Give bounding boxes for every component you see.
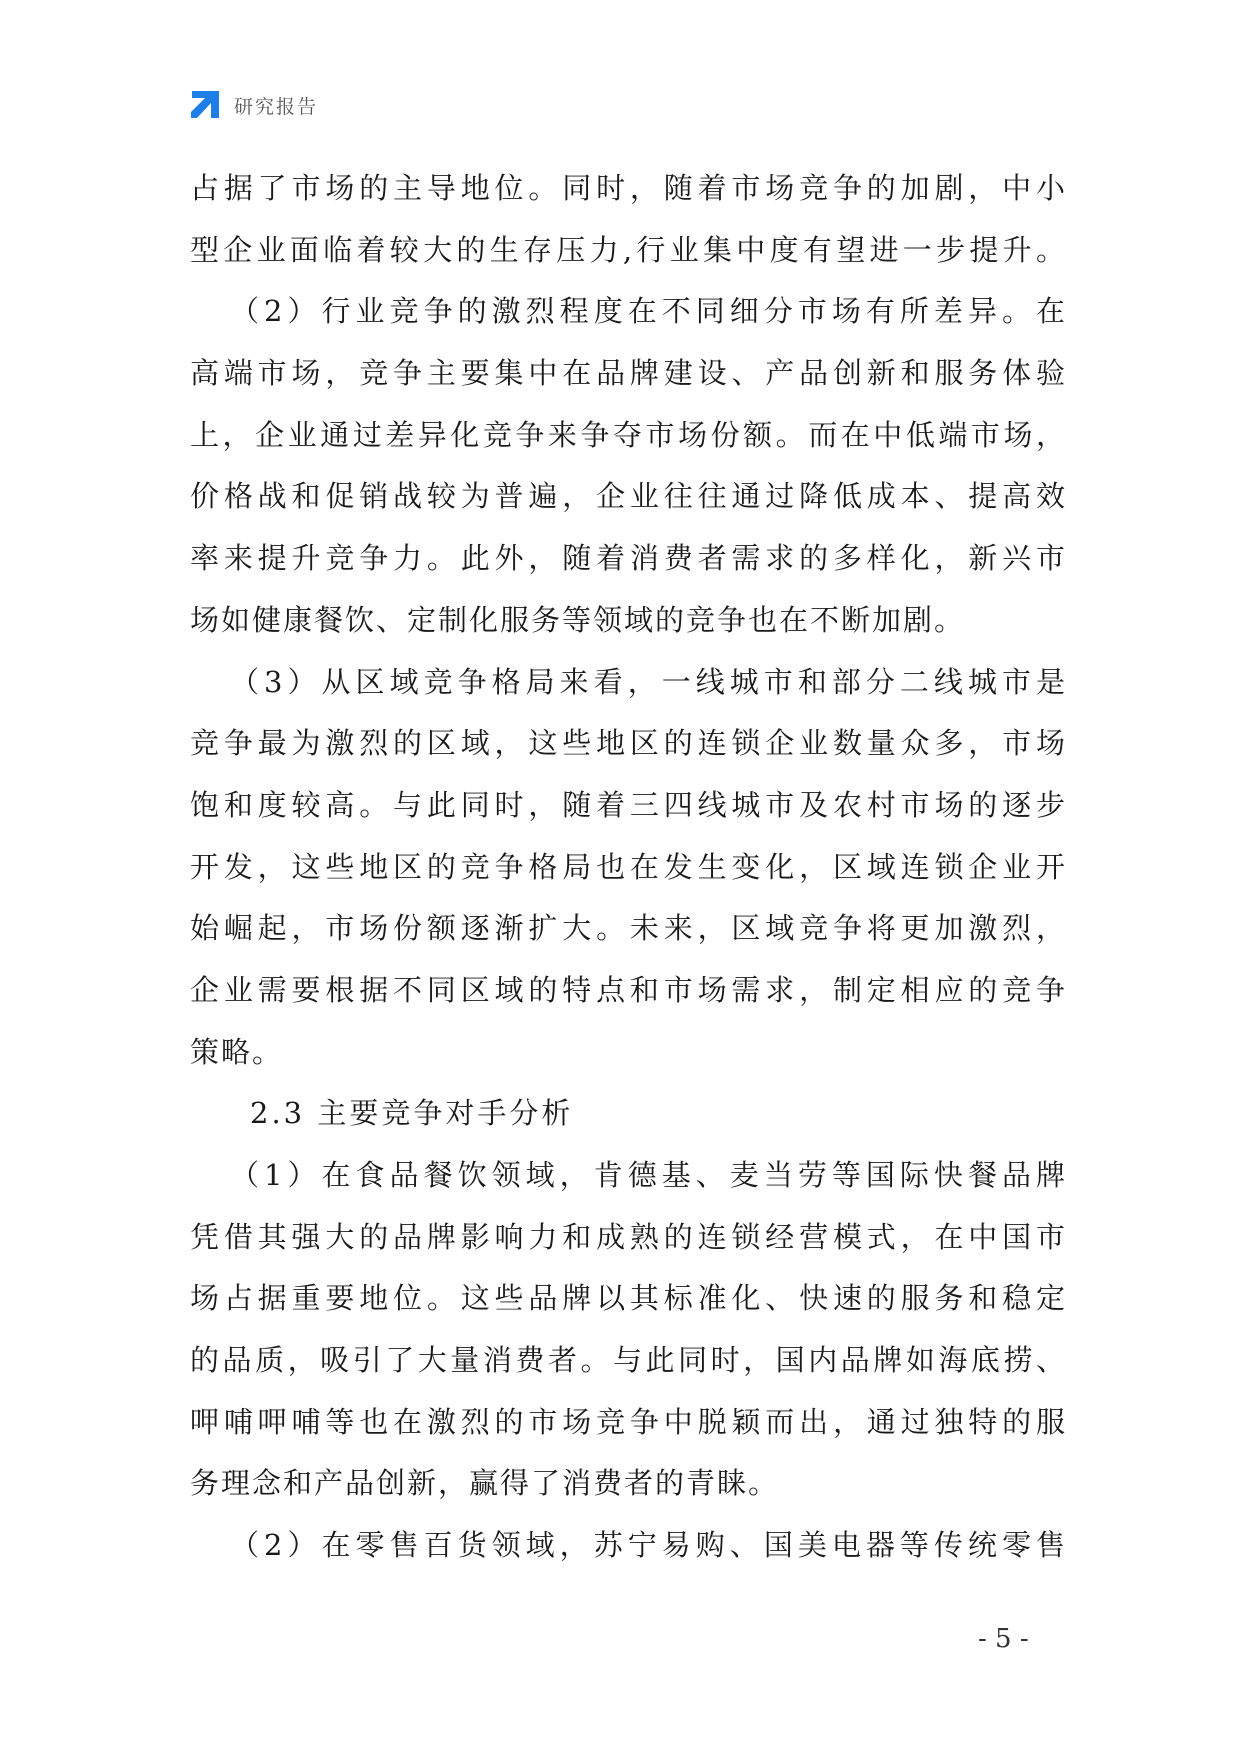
text-line: 务理念和产品创新，赢得了消费者的青睐。 bbox=[190, 1466, 780, 1501]
arrow-up-right-icon bbox=[188, 88, 222, 122]
text-line: 场占据重要地位。这些品牌以其标准化、快速的服务和稳定 bbox=[190, 1281, 1065, 1316]
text-line: 饱和度较高。与此同时，随着三四线城市及农村市场的逐步 bbox=[190, 787, 1065, 822]
text-line: 的品质，吸引了大量消费者。与此同时，国内品牌如海底捞、 bbox=[190, 1343, 1065, 1378]
text-line: 策略。 bbox=[190, 1034, 284, 1069]
text-line: 高端市场，竞争主要集中在品牌建设、产品创新和服务体验 bbox=[190, 356, 1065, 391]
paragraph-first-line: （3）从区域竞争格局来看，一线城市和部分二线城市是 bbox=[230, 664, 1065, 699]
document-body bbox=[190, 158, 1065, 1577]
text-line: 企业需要根据不同区域的特点和市场需求，制定相应的竞争 bbox=[190, 972, 1065, 1007]
text-line: 上，企业通过差异化竞争来争夺市场份额。而在中低端市场， bbox=[190, 417, 1065, 452]
page-header bbox=[188, 88, 318, 122]
paragraph-first-line: （1）在食品餐饮领域，肯德基、麦当劳等国际快餐品牌 bbox=[230, 1158, 1065, 1192]
text-line: 占据了市场的主导地位。同时，随着市场竞争的加剧，中小 bbox=[190, 171, 1065, 205]
section-heading: 2.3 主要竞争对手分析 bbox=[250, 1096, 574, 1131]
paragraph-first-line: （2）在零售百货领域，苏宁易购、国美电器等传统零售 bbox=[230, 1528, 1065, 1563]
text-line: 始崛起，市场份额逐渐扩大。未来，区域竞争将更加激烈， bbox=[190, 911, 1065, 946]
report-title: 研究报告 bbox=[234, 95, 319, 118]
text-line: 呷哺呷哺等也在激烈的市场竞争中脱颖而出，通过独特的服 bbox=[190, 1404, 1065, 1439]
text-line: 场如健康餐饮、定制化服务等领域的竞争也在不断加剧。 bbox=[190, 602, 966, 637]
text-line: 竞争最为激烈的区域，这些地区的连锁企业数量众多，市场 bbox=[190, 726, 1065, 761]
text-line: 开发，这些地区的竞争格局也在发生变化，区域连锁企业开 bbox=[190, 849, 1065, 884]
page-number: - 5 - bbox=[978, 1624, 1029, 1654]
paragraph-first-line: （2）行业竞争的激烈程度在不同细分市场有所差异。在 bbox=[230, 294, 1065, 329]
text-line: 价格战和促销战较为普遍，企业往往通过降低成本、提高效 bbox=[190, 479, 1065, 514]
text-line: 凭借其强大的品牌影响力和成熟的连锁经营模式，在中国市 bbox=[190, 1219, 1065, 1254]
text-line: 率来提升竞争力。此外，随着消费者需求的多样化，新兴市 bbox=[190, 541, 1065, 576]
text-line: 型企业面临着较大的生存压力,行业集中度有望进一步提升。 bbox=[190, 232, 1065, 267]
